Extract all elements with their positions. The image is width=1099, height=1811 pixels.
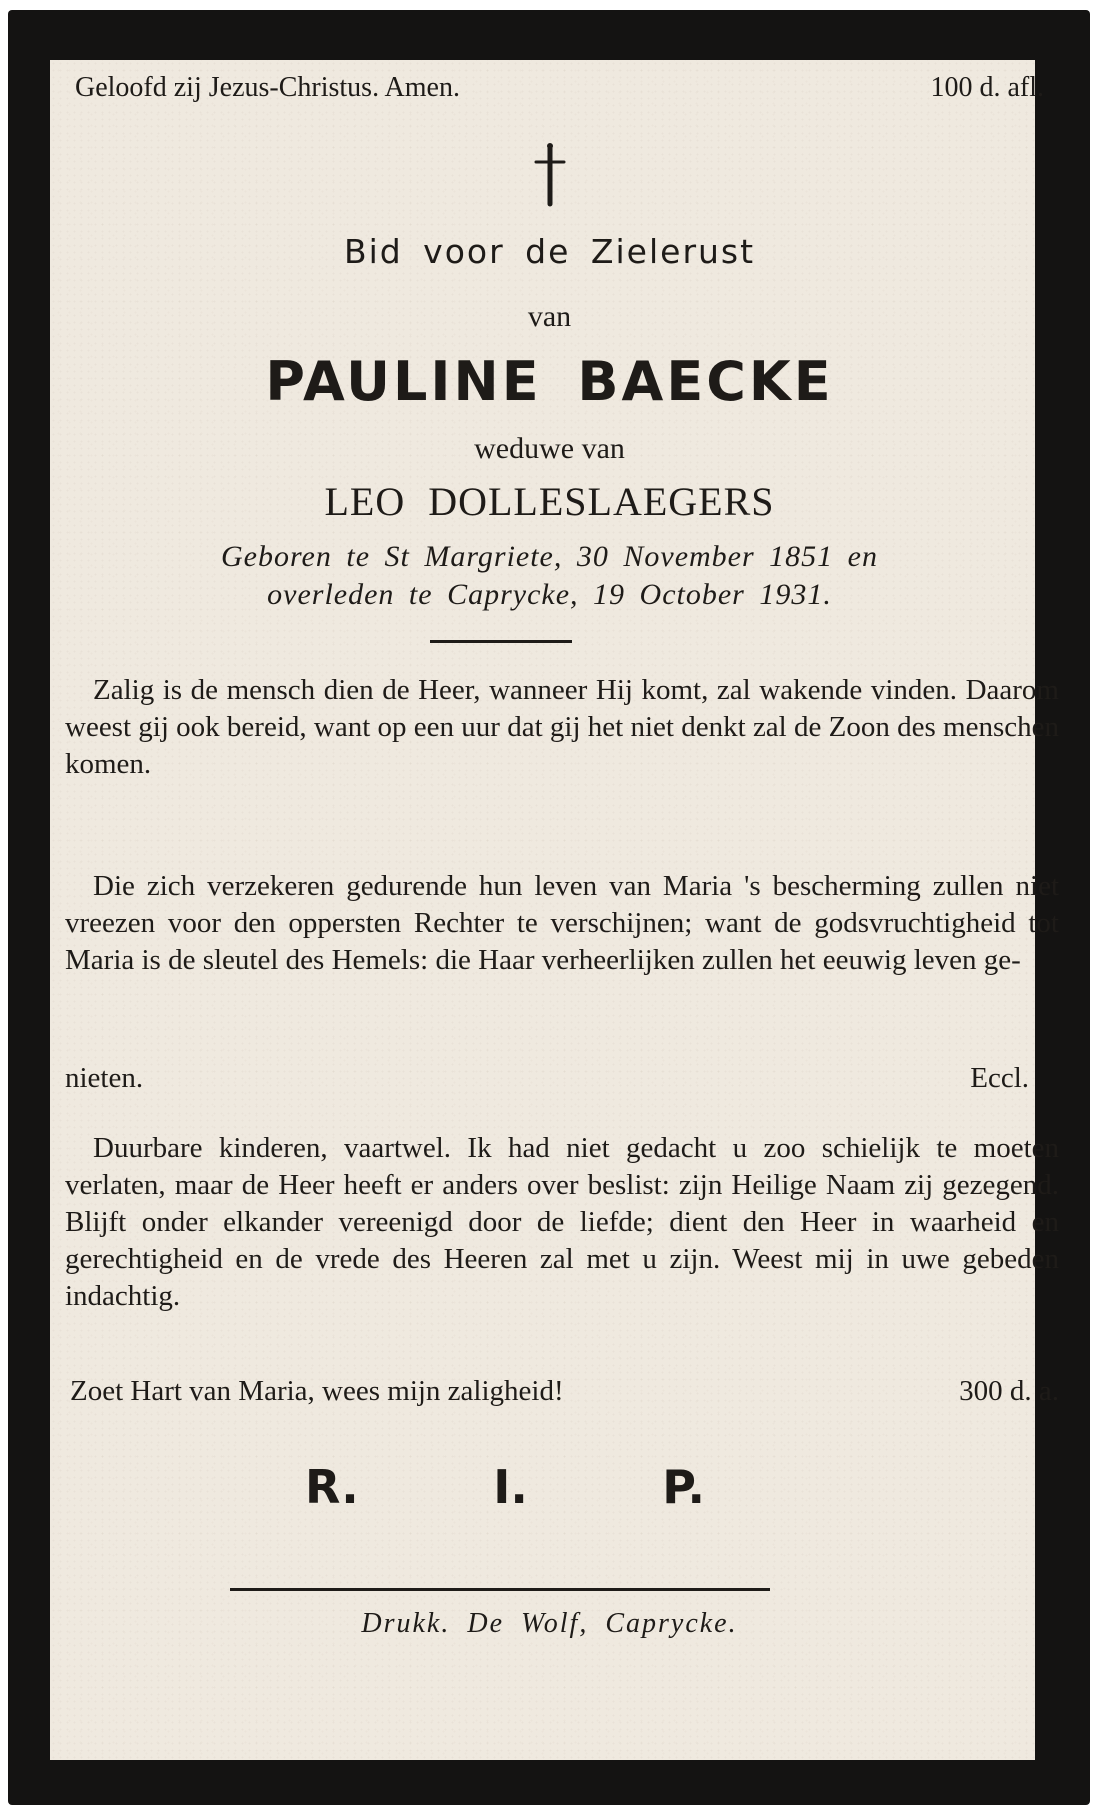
- paragraph-vigilance: Zalig is de mensch dien de Heer, wanneer Hij komt, zal wakende vinden. Daarom weest gij ook bereid, want op een uur dat gij het niet denkt zal de Zoon des menschen komen.: [65, 674, 1059, 780]
- birth-line: Geboren te St Margriete, 30 November 1851 en: [221, 540, 878, 573]
- header-indulgence: 100 d. afl.: [930, 72, 1044, 103]
- closing-line: [70, 1375, 1059, 1408]
- header-line: [75, 72, 1044, 104]
- death-line: overleden te Caprycke, 19 October 1931.: [267, 578, 832, 611]
- short-divider: [430, 640, 572, 643]
- husband-name: LEO DOLLESLAEGERS: [324, 479, 775, 524]
- rip-letter-p: P.: [662, 1460, 705, 1514]
- long-divider: [230, 1588, 770, 1591]
- paragraph-farewell: Duurbare kinderen, vaartwel. Ik had niet gedacht u zoo schielijk te moeten verlaten, maar de Heer heeft er anders over beslist: zijn Heilige Naam zij gezegend. Blijft onder elkander vereenigd door de liefde; dient den Heer in waarheid en gerechtigheid en de vrede des Heeren zal met u zijn. Weest mij in uwe gebeden indachtig.: [65, 1132, 1059, 1312]
- printer-credit: Drukk. De Wolf, Caprycke.: [361, 1608, 738, 1639]
- paragraph-mary: Die zich verzekeren gedurende hun leven van Maria 's bescherming zullen niet vreezen voor den oppersten Rechter te verschijnen; want de godsvruchtigheid tot Maria is de sleutel des Hemels: die Haar verheerlijken zullen het eeuwig leven ge-: [65, 870, 1059, 976]
- closing-indulgence: 300 d. a.: [959, 1375, 1059, 1407]
- rip-letter-r: R.: [305, 1460, 359, 1514]
- paragraph-mary-last-word: nieten.: [65, 1062, 144, 1094]
- of-label: van: [527, 300, 572, 333]
- widow-of-label: weduwe van: [474, 432, 625, 465]
- rip-letter-i: I.: [493, 1460, 528, 1514]
- header-invocation: Geloofd zij Jezus-Christus. Amen.: [75, 72, 460, 103]
- rip-letters: [305, 1460, 705, 1514]
- latin-cross-icon: [530, 140, 570, 210]
- paragraph-mary-end: [65, 1062, 1029, 1095]
- cross-container: [0, 140, 1099, 214]
- closing-prayer: Zoet Hart van Maria, wees mijn zaligheid!: [70, 1375, 564, 1407]
- deceased-name: PAULINE BAECKE: [265, 350, 834, 413]
- scripture-reference: Eccl.: [970, 1062, 1029, 1094]
- prayer-heading: Bid voor de Zielerust: [343, 232, 756, 271]
